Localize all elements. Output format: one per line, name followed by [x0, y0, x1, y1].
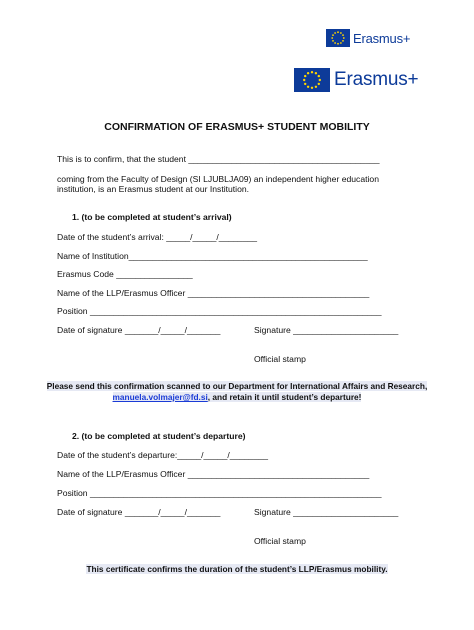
notice-text-end: , and retain it until student’s departure! — [207, 392, 362, 402]
eu-flag-icon — [294, 68, 330, 92]
signature-date-field: Date of signature _______/_____/_______ — [57, 507, 221, 517]
erasmus-logo-large — [294, 68, 418, 92]
erasmus-logo-text: Erasmus+ — [353, 30, 411, 46]
officer-name-field: Name of the LLP/Erasmus Officer ______________________________________ — [57, 469, 370, 479]
intro-faculty-line: coming from the Faculty of Design (SI LJUBLJA09) an independent higher education — [57, 174, 379, 184]
signature-date-field: Date of signature _______/_____/_______ — [57, 325, 221, 335]
erasmus-logo-small — [326, 29, 410, 47]
official-stamp-label: Official stamp — [254, 354, 306, 364]
eu-flag-icon — [326, 29, 350, 47]
intro-student-line: This is to confirm, that the student ________________________________________ — [57, 154, 380, 164]
erasmus-logo-text: Erasmus+ — [334, 69, 419, 90]
signature-field: Signature ______________________ — [254, 507, 399, 517]
position-field: Position _____________________________________________________________ — [57, 306, 382, 316]
institution-name-field: Name of Institution__________________________________________________ — [57, 251, 368, 261]
intro-institution-line: institution, is an Erasmus student at our Institution. — [57, 184, 250, 194]
erasmus-code-field: Erasmus Code ________________ — [57, 269, 193, 279]
contact-email-link[interactable]: manuela.volmajer@fd.si — [112, 392, 208, 402]
section2-heading: 2. (to be completed at student’s departure) — [72, 431, 246, 441]
officer-name-field: Name of the LLP/Erasmus Officer ______________________________________ — [57, 288, 370, 298]
official-stamp-label: Official stamp — [254, 536, 306, 546]
section1-heading: 1. (to be completed at student’s arrival) — [72, 212, 232, 222]
departure-date-field: Date of the student’s departure:_____/_____/________ — [57, 450, 269, 460]
arrival-date-field: Date of the student’s arrival: _____/_____/________ — [57, 232, 258, 242]
notice-text: Please send this confirmation scanned to our Department for International Affairs and Research, — [46, 381, 428, 391]
position-field: Position _____________________________________________________________ — [57, 488, 382, 498]
document-title: CONFIRMATION OF ERASMUS+ STUDENT MOBILITY — [104, 121, 370, 133]
send-confirmation-notice — [40, 381, 434, 403]
footer-text: This certificate confirms the duration of the student’s LLP/Erasmus mobility. — [86, 564, 388, 574]
signature-field: Signature ______________________ — [254, 325, 399, 335]
footer-note — [0, 564, 474, 574]
